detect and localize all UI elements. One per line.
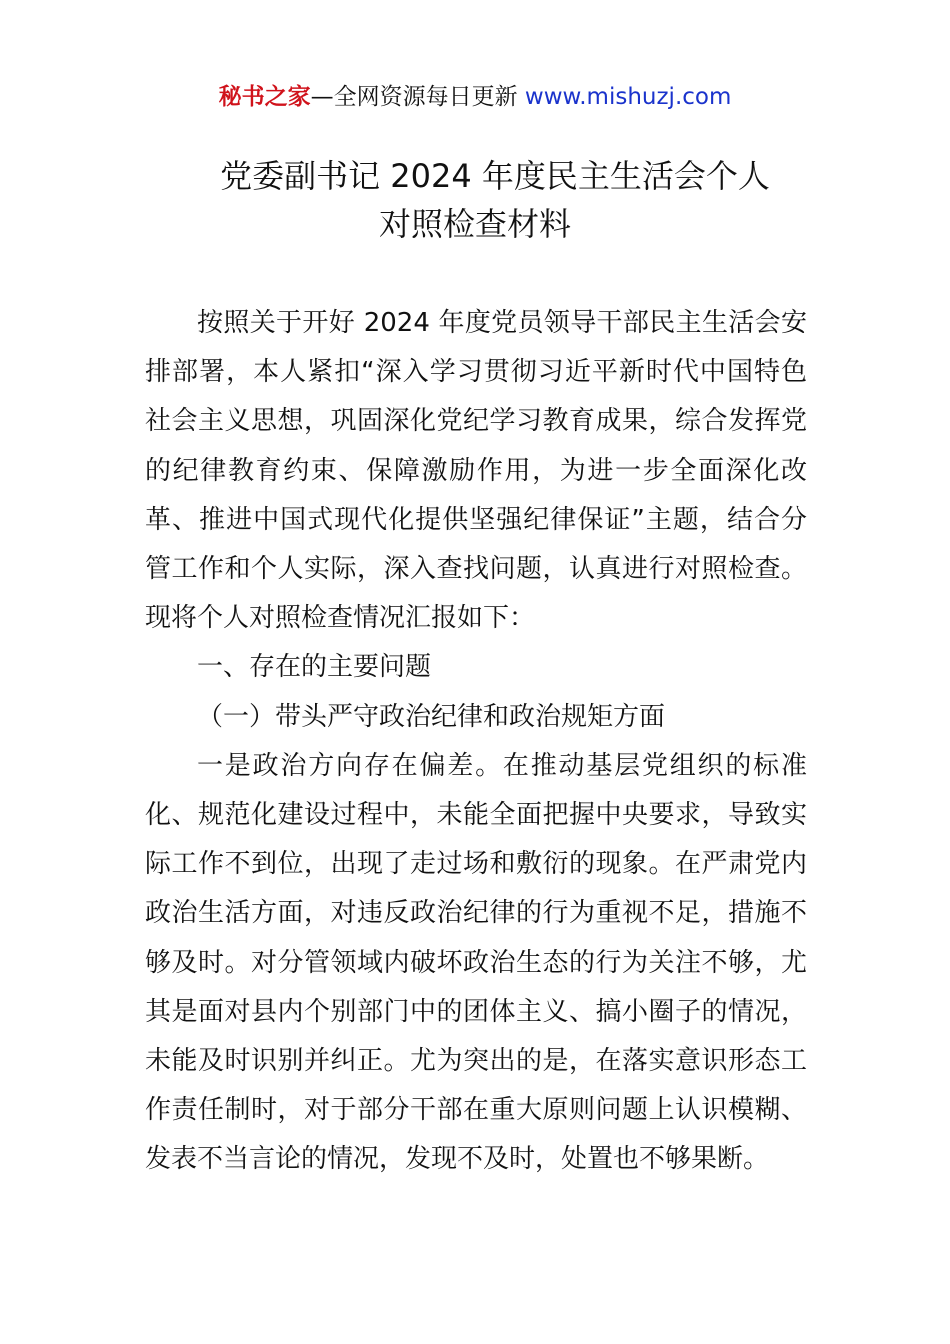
header-tagline: —全网资源每日更新 <box>310 84 525 110</box>
intro-paragraph: 按照关于开好 2024 年度党员领导干部民主生活会安排部署，本人紧扣“深入学习贯彻习近平新时代中国特色社会主义思想，巩固深化党纪学习教育成果，综合发挥党的纪律教育约束、保障激励作用，为进一步全面深化改革、推进中国式现代化提供坚强纪律保证”主题，结合分管工作和个人实际，深入查找问题，认真进行对照检查。现将个人对照检查情况汇报如下： <box>145 308 807 634</box>
site-url[interactable]: www.mishuzj.com <box>524 84 732 110</box>
section-heading: 一、存在的主要问题 <box>197 652 432 683</box>
title-line-2: 对照检查材料 <box>378 205 571 243</box>
document-title <box>0 152 950 248</box>
document-body <box>145 299 807 1185</box>
brand-name: 秘书之家 <box>218 84 311 110</box>
subsection-heading: （一）带头严守政治纪律和政治规矩方面 <box>197 701 666 732</box>
site-header <box>0 80 950 114</box>
title-line-1: 党委副书记 2024 年度民主生活会个人 <box>220 157 770 195</box>
body-paragraph: 一是政治方向存在偏差。在推动基层党组织的标准化、规范化建设过程中，未能全面把握中央要求，导致实际工作不到位，出现了走过场和敷衍的现象。在严肃党内政治生活方面，对违反政治纪律的行为重视不足，措施不够及时。对分管领域内破坏政治生态的行为关注不够，尤其是面对县内个别部门中的团体主义、搞小圈子的情况，未能及时识别并纠正。尤为突出的是，在落实意识形态工作责任制时，对于部分干部在重大原则问题上认识模糊、发表不当言论的情况，发现不及时，处置也不够果断。 <box>145 750 807 1175</box>
